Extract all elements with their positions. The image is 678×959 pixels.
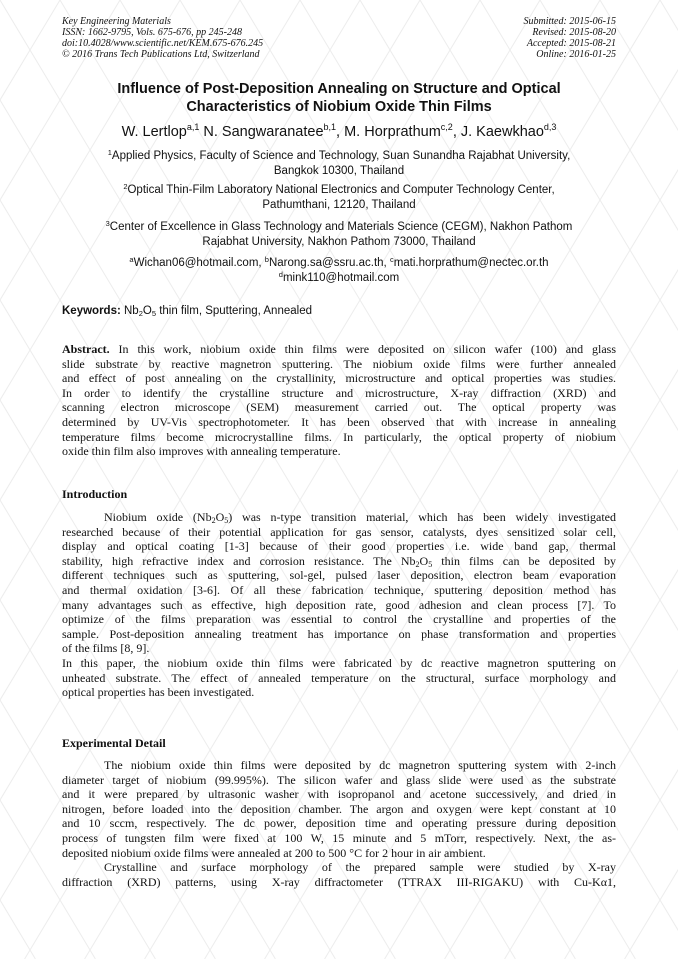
abstract-line: slide substrate by reactive magnetron sputtering. The niobium oxide films were further annealed [62,356,616,371]
email-link[interactable]: Narong.sa@ssru.ac.th, [268,257,390,269]
affiliation-text: Rajabhat University, Nakhon Pathom 73000, Thailand [202,236,476,248]
keyword-text: thin film, Sputtering, Annealed [156,305,312,317]
email-sup: b [264,255,269,264]
online-date: Online: 2016-01-25 [536,49,616,60]
keywords [62,305,312,317]
introduction-body [62,510,616,700]
experimental-line: Crystalline and surface morphology of the prepared sample were studied by X-ray [104,860,616,875]
experimental-line: deposited niobium oxide films were annealed at 200 to 500 °C for 2 hour in air ambient. [62,845,486,860]
title-line: Characteristics of Niobium Oxide Thin Films [186,99,492,115]
intro-line: display and optical coating [1-3] because of their good properties i.e. wide band gap, thermal [62,539,616,554]
author-list: W. Lertlop$^{a,1}$ N. Sangwaranatee$^{b,1}$, M. Horprathum$^{c,2}$, J. Kaewkhao$^{d,3}$ [121,122,557,140]
subscript: 2 [211,516,216,525]
issn-line: ISSN: 1662-9795, Vols. 675-676, pp 245-248 [62,27,242,38]
abstract-line: determined by UV-Vis spectrophotometer. It has been observed that with increase in annealing [62,414,616,429]
intro-text: ) was n-type transition material, which has been widely investigated [228,510,616,524]
affiliation-text: Pathumthani, 12120, Thailand [262,199,416,211]
author-name: J. Kaewkhao [460,124,544,140]
intro-line: optical properties has been investigated. [62,685,255,700]
subscript: 2 [415,559,420,569]
keyword-text: O [142,305,152,317]
intro-text: stability, high refractive index and corrosion resistance. The Nb [62,553,416,568]
abstract-line [62,342,616,357]
abstract-line: and effect of post annealing on the crystallinity, microstructure and optical properties was studies. [62,371,616,386]
abstract-line: scanning electron microscope (SEM) measurement carried out. The optical property was [62,400,616,415]
keyword-text: Nb [120,305,139,317]
author-sup: a,1 [186,122,200,132]
subscript: 2 [138,309,143,318]
author-sup: d,3 [543,122,557,132]
affiliation-sup: 2 [123,182,128,191]
abstract-text: In this work, niobium oxide thin films were deposited on silicon wafer (100) and glass [109,342,616,356]
affiliation-2 [62,183,616,213]
section-heading-experimental: Experimental Detail [62,736,166,750]
abstract-line: temperature films become microcrystalline films. In particularly, the optical property of niobium [62,429,616,444]
abstract-line: In order to identify the crystalline structure and microstructure, X-ray diffraction (XRD) and [62,385,616,400]
affiliation-text: Center of Excellence in Glass Technology and Materials Science (CEGM), Nakhon Pathom [109,221,573,233]
journal-name: Key Engineering Materials [62,16,171,27]
affiliation-3 [62,220,616,250]
experimental-line: diameter target of niobium (99.995%). The silicon wafer and glass slide were used as the substrate [62,772,616,787]
experimental-body [62,758,616,889]
abstract [62,342,616,459]
accepted-date: Accepted: 2015-08-21 [526,38,616,49]
affiliation-sup: 1 [107,148,112,157]
author-sup: b,1 [323,122,337,132]
email-sup: d [278,270,283,279]
experimental-line: diffraction (XRD) patterns, using X-ray diffractometer (TTRAX III-RIGAKU) with Cu-Kα1, [62,874,616,889]
intro-text: Niobium oxide (Nb [104,510,212,524]
experimental-line: and it were prepared by ultrasonic washer with isopropanol and acetone successively, and dried in [62,787,616,802]
intro-text: O [419,553,429,568]
abstract-line: oxide thin film also improves with annealing temperature. [62,444,341,459]
intro-line: In this paper, the niobium oxide thin films were fabricated by dc reactive magnetron sputtering on [62,655,616,670]
intro-line: researched because of their potential application for gas sensor, catalysts, dyes sensitized solar cell, [62,524,616,539]
author-sup: c,2 [440,122,453,132]
experimental-line: nitrogen, before loaded into the deposition chamber. The argon and oxygen were kept constant at 10 [62,801,616,816]
experimental-line: and 10 sccm, respectively. The dc power, deposition time and operating pressure during deposition [62,816,616,831]
affiliation-text: Optical Thin-Film Laboratory National Electronics and Computer Technology Center, [127,184,555,196]
email-sup: a [129,255,134,264]
revised-date: Revised: 2015-08-20 [532,27,616,38]
email-link[interactable]: mink110@hotmail.com [282,272,400,284]
intro-line: many advantages such as effective, high deposition rate, good adhesion and clean process [7]. To [62,597,616,612]
experimental-line: process of tungsten film were fixed at 100 W, 15 minute and 5 mTorr, respectively. Next, the as- [62,830,616,845]
journal-info [62,16,263,60]
publication-dates [524,16,617,60]
author-name: N. Sangwaranatee [203,124,324,140]
title-line: Influence of Post-Deposition Annealing on Structure and Optical [117,81,561,97]
intro-line [62,554,616,569]
intro-line: different techniques such as sputtering, sol-gel, pulsed laser deposition, electron beam evaporation [62,568,616,583]
section-heading-introduction: Introduction [62,487,128,501]
email-link[interactable]: mati.horprathum@nectec.or.th [393,257,549,269]
paper-title [62,80,616,116]
email-link[interactable]: Wichan06@hotmail.com, [133,257,265,269]
doi-line: doi:10.4028/www.scientific.net/KEM.675-676.245 [62,38,264,49]
abstract-label: Abstract. [62,342,110,356]
email-sup: c [389,255,394,264]
affiliation-sup: 3 [105,219,110,228]
subscript: 5 [428,559,433,569]
affiliation-text: Applied Physics, Faculty of Science and Technology, Suan Sunandha Rajabhat University, [111,150,571,162]
intro-line [62,510,616,525]
intro-line: unheated substrate. The effect of annealed temperature on the structural, surface morphology and [62,670,616,685]
submitted-date: Submitted: 2015-06-15 [523,16,616,27]
affiliation-1 [62,149,616,179]
copyright-line: © 2016 Trans Tech Publications Ltd, Switzerland [62,49,260,60]
affiliation-text: Bangkok 10300, Thailand [273,165,405,177]
subscript: 5 [224,516,229,525]
author-name: M. Horprathum [344,124,441,140]
author-emails [62,256,616,286]
experimental-line: The niobium oxide thin films were deposited by dc magnetron sputtering system with 2-inch [104,758,616,772]
intro-text: O [215,510,225,524]
intro-text: thin films can be deposited by [432,553,616,568]
intro-line: of the films [8, 9]. [62,641,150,656]
intro-line: optimize of the films preparation was essential to control the crystalline and properties of the [62,612,616,627]
intro-line: sample. Post-deposition annealing treatment has importance on phase transformation and properties [62,626,616,641]
intro-line: and thermal oxidation [3-6]. Of all these fabrication technique, sputtering deposition method has [62,582,616,597]
author-name: W. Lertlop [121,124,187,140]
subscript: 5 [151,309,156,318]
keywords-label: Keywords: [62,305,121,317]
